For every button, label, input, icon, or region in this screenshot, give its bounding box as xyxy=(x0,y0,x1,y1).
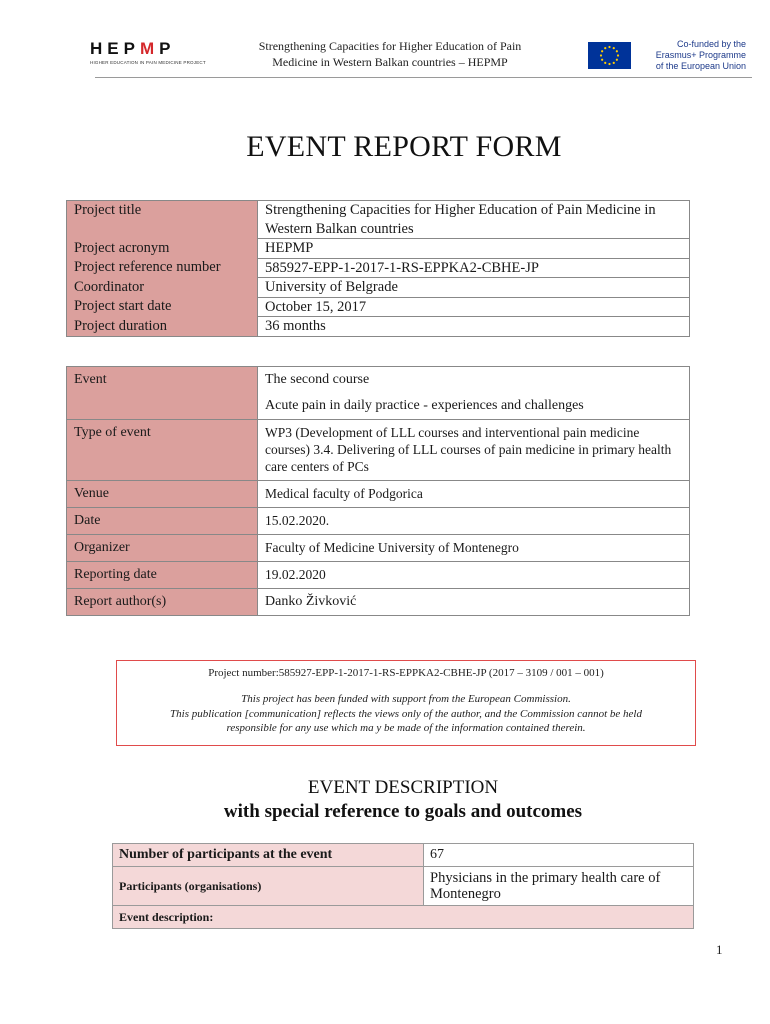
table-row xyxy=(67,589,690,616)
venue-value: Medical faculty of Podgorica xyxy=(258,481,690,508)
eu-star-icon xyxy=(613,47,615,49)
header-project-title xyxy=(205,38,575,70)
table-row xyxy=(67,535,690,562)
project-field-value: 585927-EPP-1-2017-1-RS-EPPKA2-CBHE-JP xyxy=(258,258,690,278)
table-row xyxy=(67,481,690,508)
type-value: WP3 (Development of LLL courses and interventional pain medicine courses) 3.4. Delivering of LLL courses of pain medicine in primary health care centers of PCs xyxy=(258,420,690,481)
project-field-label: Project acronym xyxy=(67,239,258,259)
event-subtitle: Acute pain in daily practice - experiences and challenges xyxy=(265,398,584,413)
table-row xyxy=(67,297,690,317)
eu-star-icon xyxy=(608,46,610,48)
table-row xyxy=(67,239,690,259)
event-info-table xyxy=(66,366,690,616)
table-row xyxy=(67,508,690,535)
disclaimer-line-3: responsible for any use which ma y be made of the information contained therein. xyxy=(226,722,586,734)
event-label: Event xyxy=(67,367,258,420)
participants-table xyxy=(112,843,694,929)
eu-line-3: of the European Union xyxy=(655,61,746,71)
date-value: 15.02.2020. xyxy=(258,508,690,535)
table-row xyxy=(67,278,690,298)
header-line-2: Medicine in Western Balkan countries – HEPMP xyxy=(272,55,508,69)
table-row xyxy=(67,201,690,239)
logo-text: HEPMP xyxy=(90,39,176,58)
author-label: Report author(s) xyxy=(67,589,258,616)
eu-star-icon xyxy=(616,59,618,61)
table-row xyxy=(67,367,690,420)
event-value xyxy=(258,367,690,420)
header-line-1: Strengthening Capacities for Higher Education of Pain xyxy=(258,39,522,53)
page-title: EVENT REPORT FORM xyxy=(246,130,562,163)
project-field-value: 36 months xyxy=(258,317,690,337)
eu-star-icon xyxy=(600,54,602,56)
page-number: 1 xyxy=(716,942,723,957)
funding-notice xyxy=(116,660,696,746)
eu-star-icon xyxy=(608,63,610,65)
type-label: Type of event xyxy=(67,420,258,481)
project-field-label: Project duration xyxy=(67,317,258,337)
logo-wordmark xyxy=(90,40,200,58)
eu-star-icon xyxy=(604,47,606,49)
participants-orgs-value: Physicians in the primary health care of Montenegro xyxy=(424,867,694,906)
eu-star-icon xyxy=(604,62,606,64)
project-field-value: Strengthening Capacities for Higher Education of Pain Medicine in Western Balkan countries xyxy=(258,201,690,239)
eu-star-icon xyxy=(601,59,603,61)
eu-star-icon xyxy=(616,50,618,52)
funding-disclaimer xyxy=(117,692,695,736)
organizer-value: Faculty of Medicine University of Montenegro xyxy=(258,535,690,562)
disclaimer-line-2: This publication [communication] reflects the views only of the author, and the Commission cannot be held xyxy=(170,707,642,720)
venue-label: Venue xyxy=(67,481,258,508)
eu-flag-icon xyxy=(588,42,631,69)
project-field-label: Project reference number xyxy=(67,258,258,278)
reporting-date-label: Reporting date xyxy=(67,562,258,589)
disclaimer-line-1: This project has been funded with support from the European Commission. xyxy=(241,693,571,705)
table-row xyxy=(113,844,694,867)
event-description-label: Event description: xyxy=(113,906,694,929)
participants-orgs-label: Participants (organisations) xyxy=(113,867,424,906)
date-label: Date xyxy=(67,508,258,535)
project-field-label: Project title xyxy=(67,201,258,239)
section-heading-line-2: with special reference to goals and outcomes xyxy=(223,801,583,822)
participants-count-label: Number of participants at the event xyxy=(113,844,424,867)
table-row xyxy=(113,906,694,929)
author-value: Danko Živković xyxy=(258,589,690,616)
eu-cofunded-label xyxy=(636,39,746,72)
eu-star-icon xyxy=(601,50,603,52)
participants-count-value: 67 xyxy=(424,844,694,867)
project-field-label: Coordinator xyxy=(67,278,258,298)
eu-star-icon xyxy=(617,54,619,56)
reporting-date-value: 19.02.2020 xyxy=(258,562,690,589)
table-row xyxy=(67,258,690,278)
project-info-table xyxy=(66,200,690,337)
project-field-value: HEPMP xyxy=(258,239,690,259)
eu-star-icon xyxy=(613,62,615,64)
project-field-value: University of Belgrade xyxy=(258,278,690,298)
section-heading-line-1: EVENT DESCRIPTION xyxy=(307,777,499,798)
logo-subtitle: HIGHER EDUCATION IN PAIN MEDICINE PROJECT xyxy=(90,60,206,65)
project-field-value: October 15, 2017 xyxy=(258,297,690,317)
event-description-heading xyxy=(0,776,770,824)
hepmp-logo xyxy=(90,39,206,65)
eu-line-1: Co-funded by the xyxy=(676,39,746,49)
organizer-label: Organizer xyxy=(67,535,258,562)
eu-line-2: Erasmus+ Programme xyxy=(655,50,746,60)
table-row xyxy=(67,317,690,337)
table-row xyxy=(113,867,694,906)
page-header xyxy=(0,0,770,80)
project-number: Project number:585927-EPP-1-2017-1-RS-EPPKA2-CBHE-JP (2017 – 3109 / 001 – 001) xyxy=(208,667,604,679)
header-divider xyxy=(95,77,752,78)
table-row xyxy=(67,420,690,481)
project-field-label: Project start date xyxy=(67,297,258,317)
event-title: The second course xyxy=(265,372,370,387)
table-row xyxy=(67,562,690,589)
